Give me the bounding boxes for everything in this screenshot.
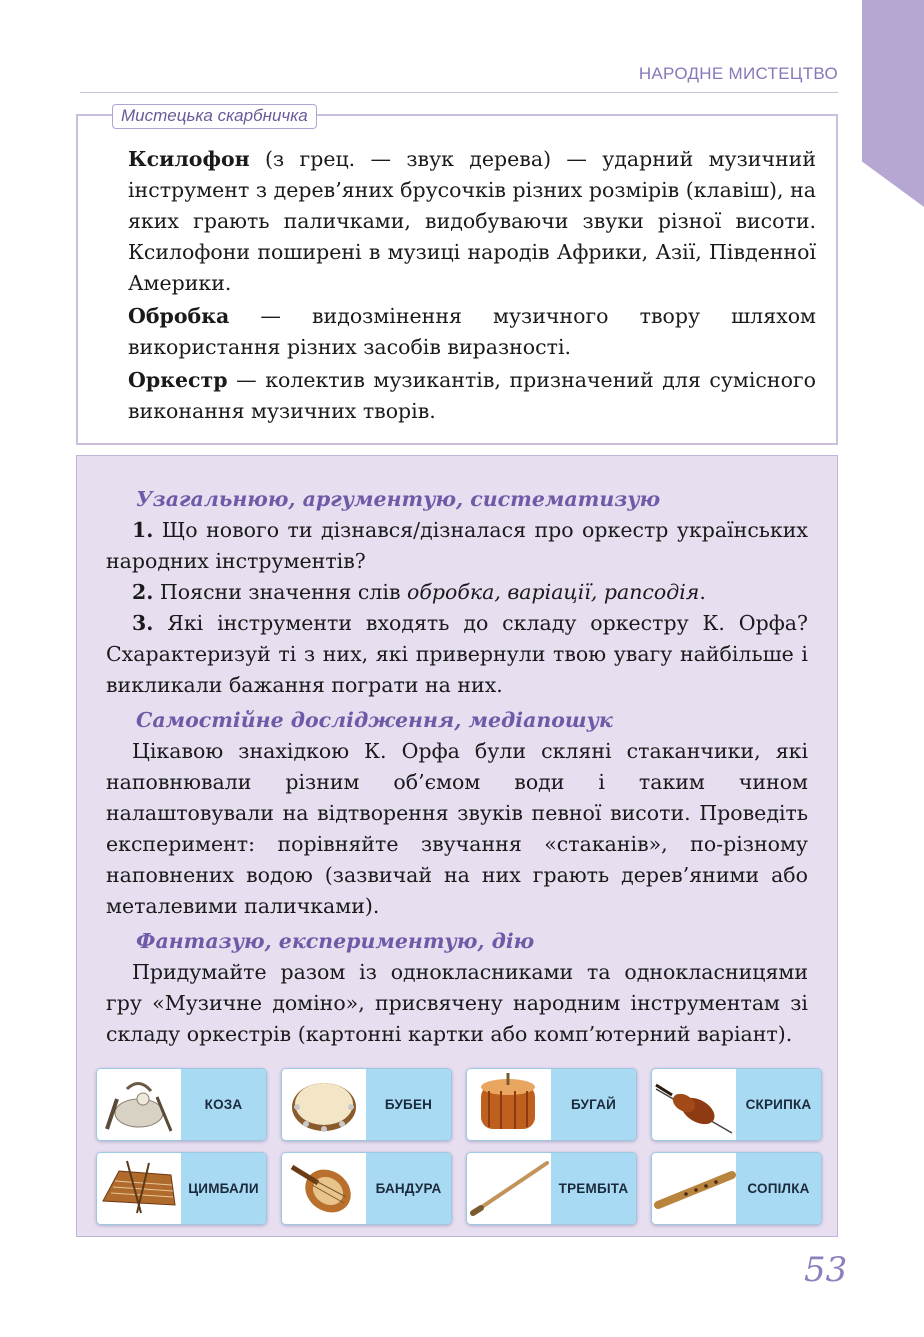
violin-icon — [652, 1069, 736, 1140]
buhai-drum-icon — [467, 1069, 551, 1140]
card-label: ЦИМБАЛИ — [181, 1153, 266, 1224]
term-orchestra: Оркестр — [128, 368, 228, 392]
trembita-icon — [467, 1153, 551, 1224]
term-arrangement: Обробка — [128, 304, 230, 328]
chapter-corner-tab — [862, 0, 924, 207]
definition-arrangement: — видозмінення музичного твору шляхом використання різних засобів виразності. — [128, 304, 816, 359]
art-treasury-tag: Мистецька скарбничка — [112, 104, 317, 129]
glossary-entry-arrangement — [128, 301, 816, 363]
question-2-end: . — [699, 580, 706, 604]
question-2-terms: обробка, варіації, рапсодія — [407, 580, 700, 604]
domino-card-bandura — [281, 1152, 452, 1225]
domino-cards — [96, 1068, 820, 1228]
tambourine-icon — [282, 1069, 366, 1140]
heading-fantasize: Фантазую, експериментую, дію — [136, 929, 535, 953]
domino-card-buben — [281, 1068, 452, 1141]
glossary-entry-orchestra — [128, 365, 816, 427]
research-text: Цікавою знахідкою К. Орфа були скляні стаканчики, які наповнювали різним об’ємом води і таким чином налаштовували на відтворення звуків певної висоти. Проведіть експеримент: порівняйте звучання «стаканів», по-різному наповнених водою (зазвичай на них грають дерев’яними або металевими паличками). — [106, 739, 808, 918]
card-label: СКРИПКА — [736, 1069, 821, 1140]
section-title: НАРОДНЕ МИСТЕЦТВО — [638, 64, 838, 83]
question-2-text: Поясни значення слів — [153, 580, 408, 604]
card-label: БАНДУРА — [366, 1153, 451, 1224]
card-label: СОПІЛКА — [736, 1153, 821, 1224]
definition-xylophone: (з грец. — звук дерева) — ударний музичний інструмент з дерев’яних брусочків різних розмірів (клавіш), на яких грають паличками, видобуваючи звуки різної висоти. Ксилофони поширені в музиці народів Африки, Азії, Південної Америки. — [128, 147, 816, 295]
glossary-text — [128, 144, 816, 429]
card-label: БУБЕН — [366, 1069, 451, 1140]
question-2 — [106, 577, 808, 608]
card-label: БУГАЙ — [551, 1069, 636, 1140]
sopilka-flute-icon — [652, 1153, 736, 1224]
glossary-entry-xylophone — [128, 144, 816, 299]
domino-card-tsymbaly — [96, 1152, 267, 1225]
question-1-number: 1. — [132, 518, 154, 542]
domino-card-sopilka — [651, 1152, 822, 1225]
dulcimer-icon — [97, 1153, 181, 1224]
heading-generalize: Узагальнюю, аргументую, систематизую — [136, 487, 661, 511]
bagpipe-koza-icon — [97, 1069, 181, 1140]
page-number: 53 — [804, 1250, 848, 1290]
question-3 — [106, 608, 808, 701]
domino-card-buhai — [466, 1068, 637, 1141]
tasks-text — [106, 484, 808, 1050]
question-3-text: Які інструменти входять до складу оркестру К. Орфа? Схарактеризуй ті з них, які привернули твою увагу найбільше і викликали бажання пограти на них. — [106, 611, 808, 697]
card-label: КОЗА — [181, 1069, 266, 1140]
domino-card-skrypka — [651, 1068, 822, 1141]
definition-orchestra: — колектив музикантів, призначений для сумісного виконання музичних творів. — [128, 368, 816, 423]
bandura-icon — [282, 1153, 366, 1224]
domino-card-trembita — [466, 1152, 637, 1225]
running-header — [80, 64, 838, 93]
fantasize-text: Придумайте разом із однокласниками та однокласницями гру «Музичне доміно», присвячену народним інструментам зі складу оркестрів (картонні картки або комп’ютерний варіант). — [106, 960, 808, 1046]
question-1 — [106, 515, 808, 577]
question-3-number: 3. — [132, 611, 154, 635]
card-label: ТРЕМБІТА — [551, 1153, 636, 1224]
domino-card-koza — [96, 1068, 267, 1141]
question-2-number: 2. — [132, 580, 154, 604]
heading-research: Самостійне дослідження, медіапошук — [136, 708, 613, 732]
term-xylophone: Ксилофон — [128, 147, 250, 171]
question-1-text: Що нового ти дізнався/дізналася про оркестр українських народних інструментів? — [106, 518, 808, 573]
